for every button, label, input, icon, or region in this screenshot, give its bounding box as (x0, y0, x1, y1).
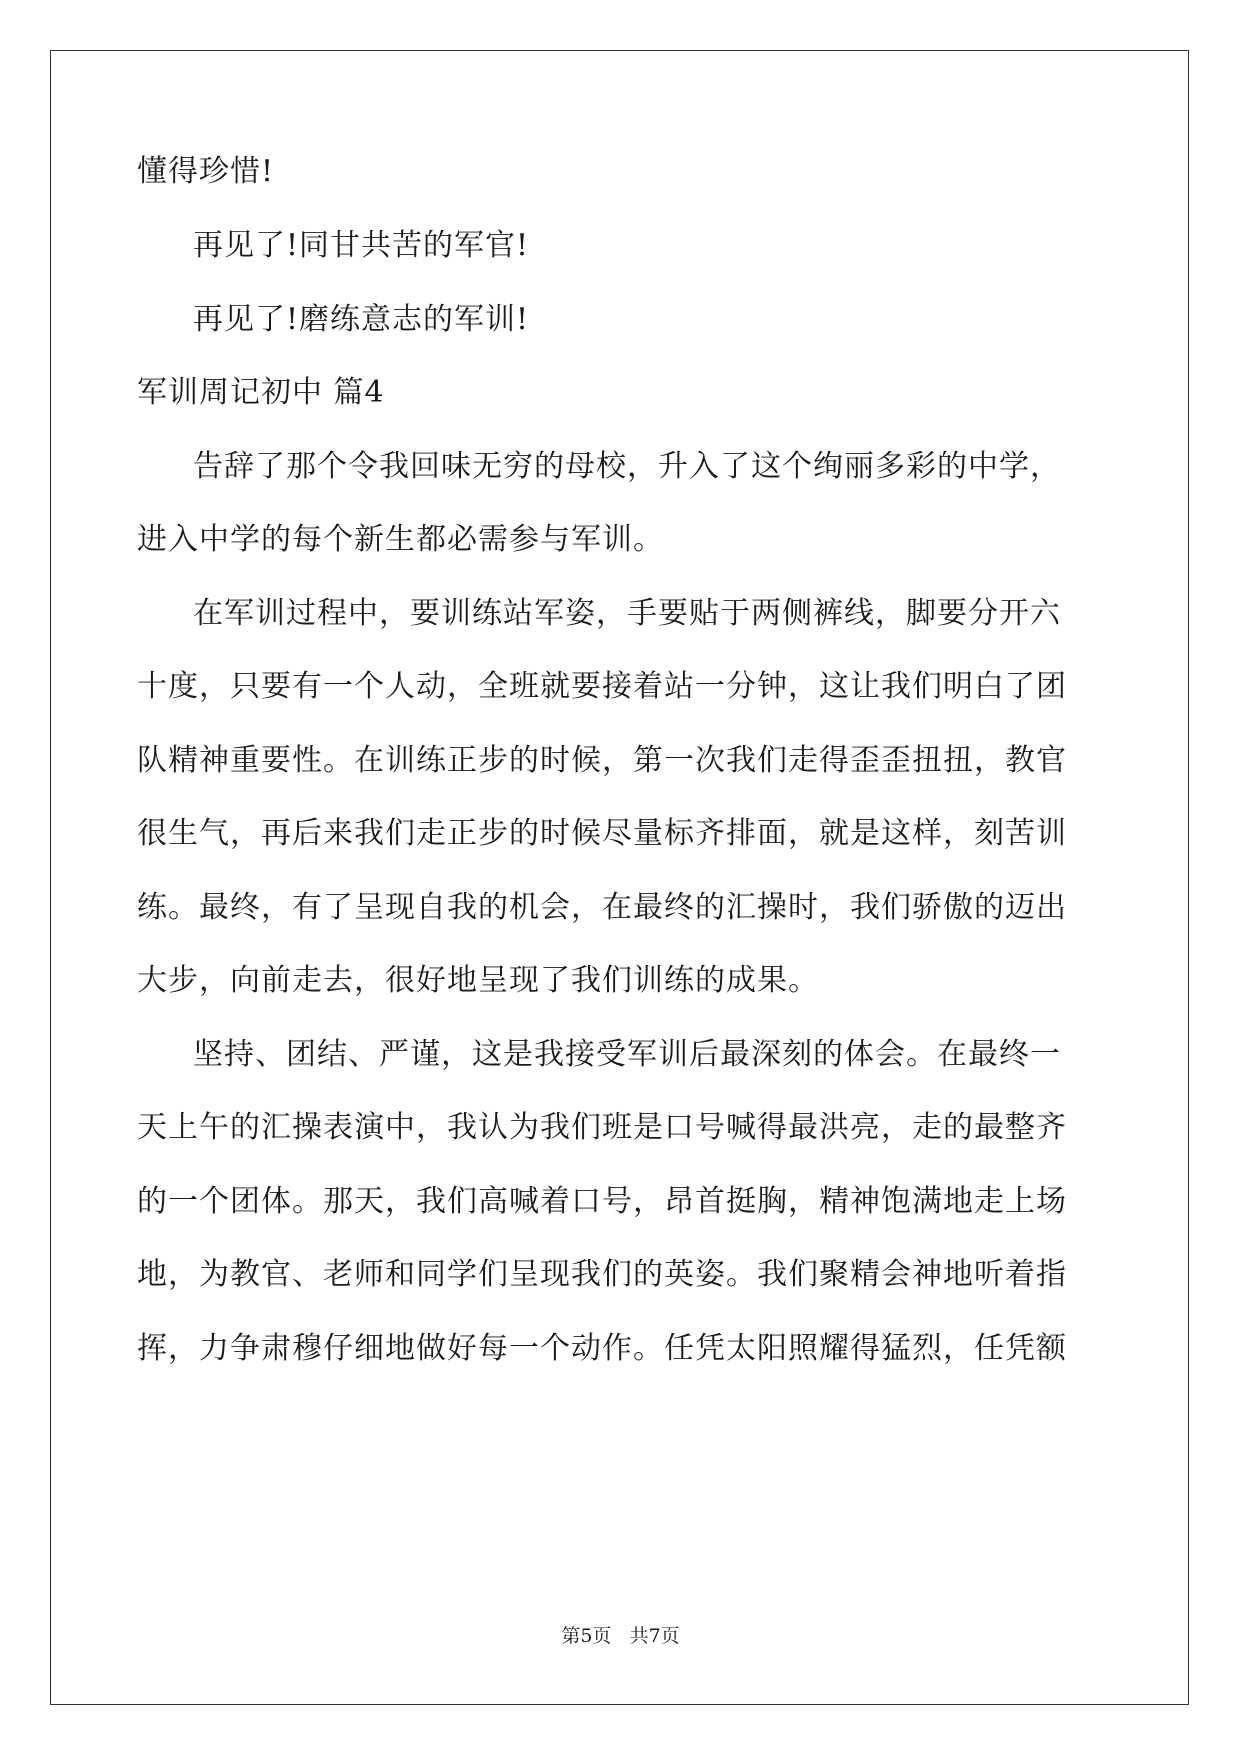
text-line: 进入中学的每个新生都必需参与军训。 (137, 522, 664, 557)
text-line: 队精神重要性。在训练正步的时候，第一次我们走得歪歪扭扭，教官 (137, 743, 1067, 778)
text-line: 坚持、团结、严谨，这是我接受军训后最深刻的体会。在最终一 (193, 1037, 1061, 1072)
page-number: 第5页 (561, 1625, 612, 1647)
text-line: 再见了!同甘共苦的军官! (193, 228, 530, 263)
page-border (50, 50, 1189, 1705)
page-total: 共7页 (629, 1625, 680, 1647)
text-line: 的一个团体。那天，我们高喊着口号，昂首挺胸，精神饱满地走上场 (137, 1184, 1067, 1219)
text-line: 天上午的汇操表演中，我认为我们班是口号喊得最洪亮，走的最整齐 (137, 1110, 1067, 1145)
text-line: 大步，向前走去，很好地呈现了我们训练的成果。 (137, 963, 819, 998)
text-line: 十度，只要有一个人动，全班就要接着站一分钟，这让我们明白了团 (137, 669, 1067, 704)
text-line: 很生气，再后来我们走正步的时候尽量标齐排面，就是这样，刻苦训 (137, 816, 1067, 851)
text-line: 地，为教官、老师和同学们呈现我们的英姿。我们聚精会神地听着指 (137, 1257, 1067, 1292)
text-line: 懂得珍惜! (137, 154, 275, 189)
text-line: 再见了!磨练意志的军训! (193, 302, 530, 337)
page-footer (0, 1623, 1241, 1649)
text-line: 在军训过程中，要训练站军姿，手要贴于两侧裤线，脚要分开六 (193, 596, 1061, 631)
text-line: 练。最终，有了呈现自我的机会，在最终的汇操时，我们骄傲的迈出 (137, 890, 1067, 925)
text-line: 挥，力争肃穆仔细地做好每一个动作。任凭太阳照耀得猛烈，任凭额 (137, 1331, 1067, 1366)
section-heading: 军训周记初中 篇4 (137, 375, 385, 410)
text-line: 告辞了那个令我回味无穷的母校，升入了这个绚丽多彩的中学， (193, 449, 1061, 484)
